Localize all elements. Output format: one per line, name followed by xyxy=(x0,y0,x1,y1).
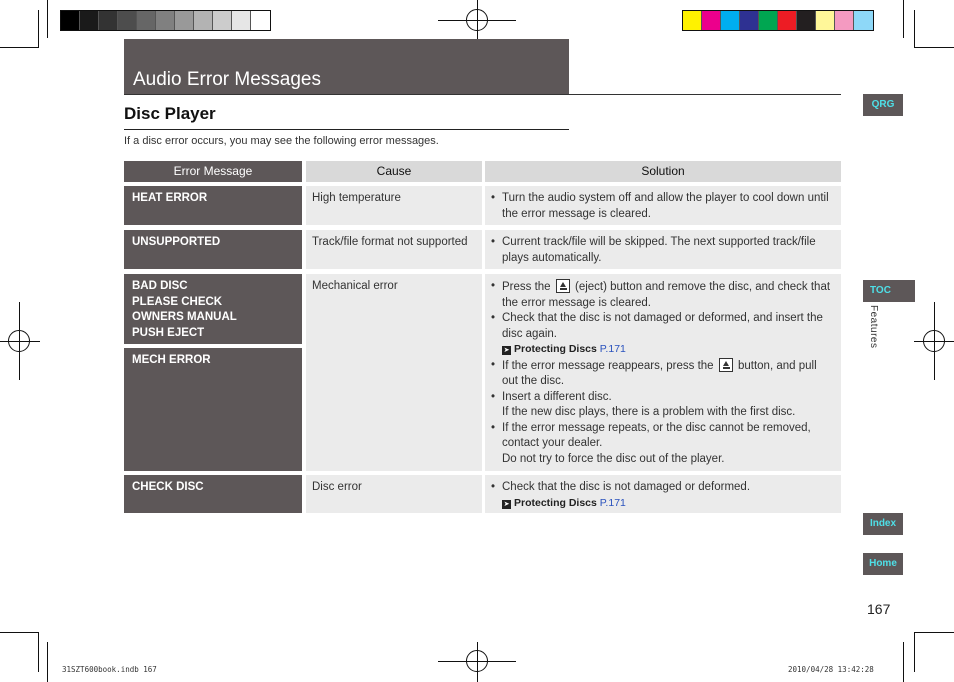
solution-bullet: • Turn the audio system off and allow the player to cool down until the error message is cleared. xyxy=(491,191,835,222)
crop-mark-br-h xyxy=(915,632,954,633)
title-banner xyxy=(124,39,569,94)
eject-icon xyxy=(556,279,570,293)
error-line: BAD DISC xyxy=(132,280,188,292)
page-number: 167 xyxy=(867,601,891,617)
color-swatch xyxy=(683,11,702,30)
crop-mark-tr-h xyxy=(915,47,954,48)
color-swatch xyxy=(61,11,80,30)
title-rule xyxy=(124,94,841,95)
solution-bullet: • Insert a different disc. xyxy=(491,390,835,406)
color-swatch xyxy=(80,11,99,30)
color-swatch xyxy=(175,11,194,30)
color-swatch xyxy=(232,11,251,30)
color-swatches xyxy=(682,10,874,31)
cause-cell: High temperature xyxy=(306,186,482,225)
solution-bullet: • Current track/file will be skipped. The next supported track/file plays automatically. xyxy=(491,235,835,266)
color-swatch xyxy=(137,11,156,30)
solution-cell xyxy=(485,186,841,225)
page-link[interactable]: P.171 xyxy=(599,496,626,509)
error-line: OWNERS MANUAL xyxy=(132,311,237,323)
header-cause: Cause xyxy=(306,161,482,182)
error-cell: HEAT ERROR xyxy=(124,186,302,225)
color-swatch xyxy=(797,11,816,30)
section-rule xyxy=(124,129,569,130)
error-line: PLEASE CHECK xyxy=(132,295,223,308)
color-swatch xyxy=(194,11,213,30)
solution-cell xyxy=(485,475,841,513)
cross-reference[interactable]: ➤ Protecting Discs P.171 xyxy=(503,343,626,355)
crop-mark-bl-v xyxy=(47,642,48,682)
solution-bullet: • Check that the disc is not damaged or deformed, and insert the disc again. xyxy=(491,311,835,342)
solution-cell xyxy=(485,274,841,471)
header-error-message: Error Message xyxy=(124,161,302,182)
crop-mark-tr-v2 xyxy=(914,10,915,48)
crop-mark-br-v2 xyxy=(914,632,915,672)
section-title: Disc Player xyxy=(124,104,216,123)
color-swatch xyxy=(721,11,740,30)
color-swatch xyxy=(251,11,270,30)
crop-mark-tl-v xyxy=(47,0,48,38)
color-swatch xyxy=(99,11,118,30)
solution-bullet: • Press the (eject) button and remove the disc, and check that the error message is cleared. xyxy=(491,279,835,311)
color-swatch xyxy=(816,11,835,30)
crop-mark-tr-v xyxy=(903,0,904,38)
page-title: Audio Error Messages xyxy=(133,69,321,90)
color-swatch xyxy=(854,11,873,30)
footer-file: 31SZT600book.indb 167 xyxy=(62,665,157,674)
cross-reference[interactable]: ➤ Protecting Discs P.171 xyxy=(503,496,626,509)
error-cell: UNSUPPORTED xyxy=(124,230,302,269)
solution-subtext: If the new disc plays, there is a problem with the first disc. xyxy=(502,406,796,418)
color-swatch xyxy=(740,11,759,30)
eject-icon xyxy=(719,358,733,372)
color-swatch xyxy=(156,11,175,30)
tab-toc[interactable]: TOC xyxy=(863,280,915,302)
crop-mark-tl-h xyxy=(0,47,38,48)
cause-cell: Track/file format not supported xyxy=(306,230,482,269)
solution-bullet: • Check that the disc is not damaged or deformed. xyxy=(491,480,835,496)
crop-mark-bl-h xyxy=(0,632,38,633)
solution-bullet: • If the error message repeats, or the disc cannot be removed, contact your dealer. xyxy=(491,421,835,452)
cause-cell: Mechanical error xyxy=(306,274,482,471)
color-swatch xyxy=(759,11,778,30)
arrow-icon: ➤ xyxy=(503,347,510,354)
footer-timestamp: 2010/04/28 13:42:28 xyxy=(788,665,874,674)
color-swatch xyxy=(778,11,797,30)
solution-cell xyxy=(485,230,841,269)
color-swatch xyxy=(118,11,137,30)
intro-text: If a disc error occurs, you may see the following error messages. xyxy=(124,135,439,147)
grayscale-swatches xyxy=(60,10,271,31)
error-cell xyxy=(124,274,302,344)
features-label: Features xyxy=(868,305,879,349)
crop-mark-tl-v2 xyxy=(38,10,39,48)
color-swatch xyxy=(835,11,854,30)
crop-mark-bl-v2 xyxy=(38,632,39,672)
error-cell: MECH ERROR xyxy=(124,348,302,471)
error-line: PUSH EJECT xyxy=(132,326,205,339)
header-solution: Solution xyxy=(485,161,841,182)
tab-home[interactable]: Home xyxy=(863,553,903,575)
arrow-icon: ➤ xyxy=(503,500,510,508)
color-swatch xyxy=(213,11,232,30)
tab-qrg[interactable]: QRG xyxy=(863,94,903,116)
color-swatch xyxy=(702,11,721,30)
solution-bullet: • If the error message reappears, press the button, and pull out the disc. xyxy=(491,358,835,390)
cause-cell: Disc error xyxy=(306,475,482,513)
solution-subtext: Do not try to force the disc out of the player. xyxy=(502,452,725,465)
error-cell: CHECK DISC xyxy=(124,475,302,513)
page-link[interactable]: P.171 xyxy=(599,343,626,355)
tab-index[interactable]: Index xyxy=(863,513,903,535)
crop-mark-br-v xyxy=(903,642,904,682)
